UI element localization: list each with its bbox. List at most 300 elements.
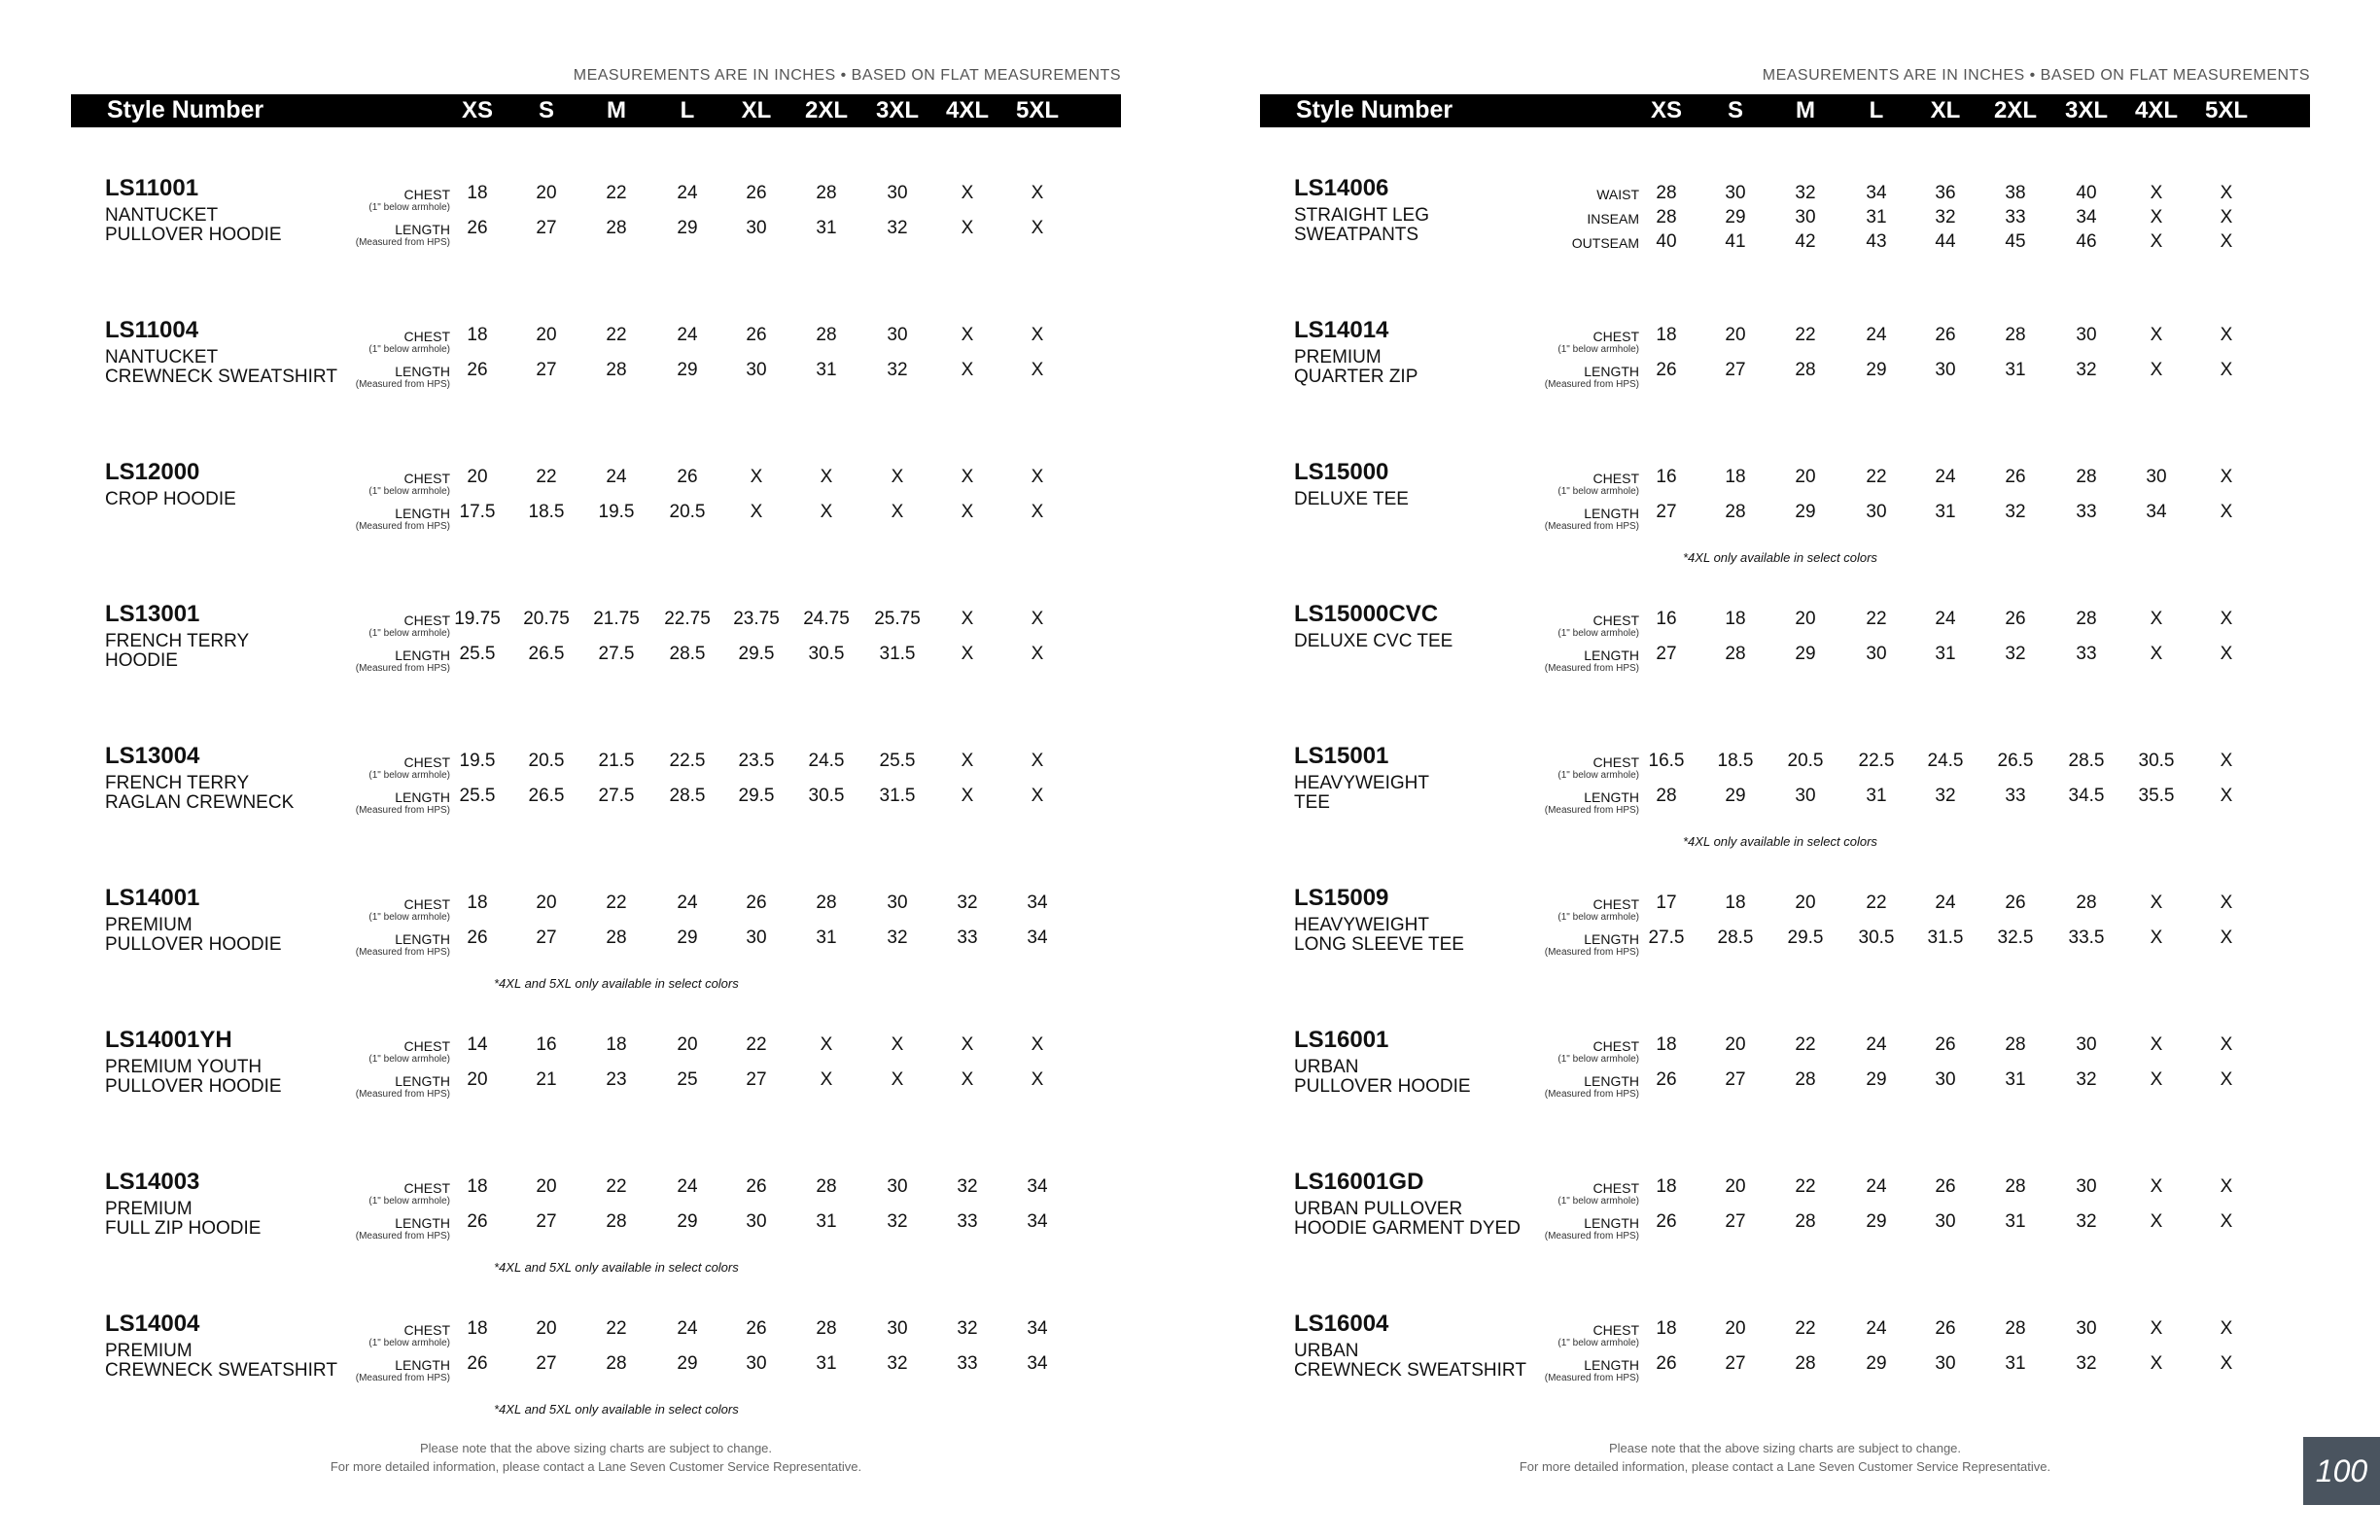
availability-note: *4XL and 5XL only available in select colors — [494, 1402, 739, 1417]
measurement-note: (1" below armhole) — [368, 1338, 450, 1348]
size-value-s: 20 — [536, 892, 557, 913]
size-value-xl: 30 — [1935, 1069, 1956, 1090]
size-value-m: 21.5 — [598, 751, 635, 771]
measurement-note: (Measured from HPS) — [1544, 947, 1639, 958]
size-value-4xl: X — [961, 1069, 974, 1090]
size-value-xl: 26 — [1935, 325, 1956, 345]
size-value-3xl: 34.5 — [2068, 786, 2105, 806]
measurement-note: (Measured from HPS) — [1544, 663, 1639, 674]
size-value-3xl: 32 — [887, 928, 908, 948]
size-value-xl: 31 — [1935, 502, 1956, 522]
size-value-xl: 30 — [1935, 1211, 1956, 1232]
size-value-4xl: X — [961, 218, 974, 238]
size-value-3xl: X — [891, 467, 904, 487]
measurement-row — [71, 502, 1121, 532]
size-value-xs: 28 — [1656, 207, 1677, 228]
size-value-3xl: 32 — [887, 1353, 908, 1374]
size-value-m: 28 — [1795, 1353, 1816, 1374]
size-value-l: 24 — [1866, 325, 1887, 345]
size-value-l: 26 — [677, 467, 698, 487]
measurement-row — [1260, 751, 2310, 781]
size-value-m: 22 — [1795, 1034, 1816, 1055]
size-value-4xl: X — [2150, 1318, 2163, 1339]
size-value-2xl: 31 — [2005, 1211, 2026, 1232]
style-number: LS14001 — [105, 885, 200, 911]
size-value-3xl: 25.5 — [879, 751, 916, 771]
size-value-xs: 26 — [467, 1353, 488, 1374]
measurement-note: (1" below armhole) — [1558, 486, 1639, 497]
size-value-5xl: X — [2220, 1211, 2233, 1232]
style-number: LS14006 — [1294, 175, 1389, 201]
size-value-s: 29 — [1725, 786, 1746, 806]
size-value-s: 28 — [1725, 502, 1746, 522]
size-value-s: 20 — [536, 183, 557, 203]
size-value-5xl: X — [2220, 467, 2233, 487]
style-number: LS15001 — [1294, 743, 1389, 769]
size-value-3xl: 34 — [2076, 207, 2097, 228]
size-value-xs: 26 — [467, 360, 488, 380]
size-value-s: 18 — [1725, 467, 1746, 487]
size-value-xs: 26 — [1656, 1211, 1677, 1232]
size-value-xl: 26 — [746, 892, 767, 913]
size-value-m: 22 — [1795, 325, 1816, 345]
size-value-s: 21 — [536, 1069, 557, 1090]
size-value-xl: 26 — [1935, 1034, 1956, 1055]
size-value-2xl: 28 — [816, 183, 837, 203]
product-name-line: HOODIE GARMENT DYED — [1294, 1218, 1521, 1239]
size-value-xl: 22 — [746, 1034, 767, 1055]
size-value-s: 20 — [1725, 1034, 1746, 1055]
size-value-5xl: X — [2220, 207, 2233, 228]
product-block — [71, 317, 1121, 434]
size-value-xl: X — [750, 502, 763, 522]
measurement-label: CHEST — [403, 329, 450, 344]
size-chart-left — [71, 0, 1121, 1540]
size-value-5xl: X — [2220, 183, 2233, 203]
size-value-3xl: 30 — [887, 325, 908, 345]
size-value-m: 20 — [1795, 467, 1816, 487]
size-value-2xl: 28 — [2005, 1176, 2026, 1197]
measurement-note: (1" below armhole) — [1558, 1196, 1639, 1207]
measurement-row — [1260, 892, 2310, 923]
size-value-xs: 20 — [467, 1069, 488, 1090]
size-value-5xl: 34 — [1027, 1211, 1048, 1232]
size-value-3xl: 33.5 — [2068, 928, 2105, 948]
size-value-2xl: 28 — [2005, 325, 2026, 345]
size-value-4xl: 33 — [957, 928, 978, 948]
measurement-row — [71, 467, 1121, 497]
size-value-s: 29 — [1725, 207, 1746, 228]
size-value-m: 28 — [1795, 360, 1816, 380]
size-header-3xl: 3XL — [875, 97, 919, 123]
size-header-3xl: 3XL — [2064, 97, 2108, 123]
size-value-4xl: X — [2150, 1353, 2163, 1374]
size-value-4xl: X — [2150, 892, 2163, 913]
size-value-3xl: 30 — [2076, 325, 2097, 345]
product-name-line: CROP HOODIE — [105, 489, 236, 509]
style-number: LS11001 — [105, 175, 199, 201]
style-number: LS15000CVC — [1294, 601, 1439, 627]
measurement-label: CHEST — [1592, 896, 1639, 912]
style-number: LS15000 — [1294, 459, 1389, 485]
size-value-5xl: 34 — [1027, 892, 1048, 913]
size-value-m: 20.5 — [1787, 751, 1824, 771]
size-value-3xl: 30 — [887, 1318, 908, 1339]
measurement-label: CHEST — [403, 896, 450, 912]
measurement-row — [71, 1176, 1121, 1207]
disclaimer-line: For more detailed information, please contact a Lane Seven Customer Service Representative. — [1519, 1459, 2051, 1474]
size-value-5xl: X — [2220, 360, 2233, 380]
measurement-row — [1260, 928, 2310, 958]
size-value-2xl: 26.5 — [1997, 751, 2034, 771]
size-value-m: 30 — [1795, 786, 1816, 806]
measurement-note: (1" below armhole) — [1558, 1338, 1639, 1348]
size-value-2xl: 31 — [816, 1353, 837, 1374]
measurement-label: LENGTH — [1584, 789, 1639, 805]
size-header-s: S — [538, 97, 554, 123]
size-value-m: 29 — [1795, 644, 1816, 664]
product-name-line: URBAN PULLOVER — [1294, 1199, 1463, 1219]
product-name-line: PREMIUM — [105, 1199, 192, 1219]
size-value-5xl: X — [2220, 1353, 2233, 1374]
size-header-l: L — [680, 97, 695, 123]
measurement-row — [1260, 231, 2310, 255]
size-value-l: 22 — [1866, 467, 1887, 487]
size-value-xl: 26 — [1935, 1318, 1956, 1339]
size-value-l: 20 — [677, 1034, 698, 1055]
size-value-5xl: X — [1031, 218, 1044, 238]
measurement-label: CHEST — [1592, 471, 1639, 486]
measurement-row — [71, 928, 1121, 958]
product-block — [71, 885, 1121, 1001]
size-value-5xl: X — [2220, 1318, 2233, 1339]
measurement-label: LENGTH — [1584, 1215, 1639, 1231]
size-value-xs: 18 — [1656, 1318, 1677, 1339]
size-value-4xl: X — [961, 751, 974, 771]
size-header-xl: XL — [741, 97, 772, 123]
size-value-xs: 27 — [1656, 644, 1677, 664]
measurement-note: (1" below armhole) — [1558, 912, 1639, 923]
size-value-5xl: X — [1031, 325, 1044, 345]
size-value-s: 20 — [1725, 325, 1746, 345]
size-value-2xl: 28 — [816, 1176, 837, 1197]
size-value-xl: 26 — [746, 183, 767, 203]
size-value-xs: 18 — [467, 325, 488, 345]
size-value-5xl: X — [1031, 1069, 1044, 1090]
size-value-m: 20 — [1795, 609, 1816, 629]
size-value-5xl: X — [2220, 786, 2233, 806]
size-value-4xl: X — [2150, 609, 2163, 629]
size-value-xs: 20 — [467, 467, 488, 487]
measurement-note: (Measured from HPS) — [355, 1231, 450, 1242]
measurement-label: CHEST — [1592, 1038, 1639, 1054]
size-value-5xl: X — [2220, 892, 2233, 913]
size-value-2xl: X — [820, 467, 833, 487]
size-header-2xl: 2XL — [804, 97, 848, 123]
size-value-s: 20.75 — [523, 609, 570, 629]
size-value-xl: 26 — [746, 1318, 767, 1339]
size-value-3xl: 28 — [2076, 467, 2097, 487]
size-value-3xl: 30 — [887, 183, 908, 203]
size-value-3xl: 30 — [2076, 1318, 2097, 1339]
size-value-xs: 19.5 — [459, 751, 496, 771]
product-name-line: PULLOVER HOODIE — [1294, 1076, 1471, 1097]
size-value-s: 26.5 — [528, 644, 565, 664]
size-value-3xl: 33 — [2076, 502, 2097, 522]
product-name-line: CREWNECK SWEATSHIRT — [105, 1360, 337, 1381]
size-value-l: 30 — [1866, 644, 1887, 664]
size-value-3xl: 30 — [2076, 1034, 2097, 1055]
size-value-s: 27 — [1725, 1069, 1746, 1090]
product-name-line: PULLOVER HOODIE — [105, 934, 282, 955]
table-header — [71, 94, 1121, 127]
size-value-3xl: 30 — [887, 892, 908, 913]
size-value-xl: 29.5 — [738, 786, 775, 806]
measurement-note: (1" below armhole) — [368, 202, 450, 213]
size-value-s: 20.5 — [528, 751, 565, 771]
measurement-label: OUTSEAM — [1571, 235, 1639, 251]
size-value-xl: 26 — [746, 1176, 767, 1197]
size-value-xs: 19.75 — [454, 609, 501, 629]
size-value-s: 18.5 — [1717, 751, 1754, 771]
size-value-s: 20 — [536, 1318, 557, 1339]
size-value-s: 22 — [536, 467, 557, 487]
size-value-l: 31 — [1866, 207, 1887, 228]
size-value-m: 18 — [606, 1034, 627, 1055]
size-value-l: 24 — [677, 892, 698, 913]
availability-note: *4XL only available in select colors — [1683, 550, 1877, 565]
size-value-4xl: X — [2150, 1069, 2163, 1090]
size-value-l: 24 — [677, 183, 698, 203]
measurement-label: LENGTH — [1584, 648, 1639, 663]
size-value-m: 29.5 — [1787, 928, 1824, 948]
size-value-l: 30.5 — [1858, 928, 1895, 948]
size-value-3xl: X — [891, 502, 904, 522]
size-value-4xl: X — [2150, 644, 2163, 664]
size-value-l: 22.75 — [664, 609, 711, 629]
size-value-2xl: 31 — [816, 360, 837, 380]
size-value-2xl: 26 — [2005, 609, 2026, 629]
size-header-xs: XS — [461, 97, 493, 123]
measurement-row — [1260, 609, 2310, 639]
measurement-note: (Measured from HPS) — [1544, 1089, 1639, 1100]
size-value-xs: 26 — [467, 928, 488, 948]
size-value-2xl: 28 — [2005, 1034, 2026, 1055]
measurement-row — [1260, 1034, 2310, 1065]
product-block — [1260, 1169, 2310, 1285]
size-value-3xl: 40 — [2076, 183, 2097, 203]
product-name-line: DELUXE CVC TEE — [1294, 631, 1453, 651]
size-value-xs: 18 — [1656, 1176, 1677, 1197]
measurement-label: LENGTH — [395, 648, 450, 663]
table-header — [1260, 94, 2310, 127]
size-value-xl: 24 — [1935, 467, 1956, 487]
size-value-2xl: 28 — [816, 1318, 837, 1339]
size-header-xl: XL — [1930, 97, 1961, 123]
measurement-note: (1" below armhole) — [368, 1196, 450, 1207]
size-value-xs: 16.5 — [1648, 751, 1685, 771]
measurement-row — [71, 751, 1121, 781]
product-block — [71, 743, 1121, 859]
size-value-2xl: 28 — [816, 892, 837, 913]
size-value-xl: 27 — [746, 1069, 767, 1090]
size-value-m: 30 — [1795, 207, 1816, 228]
product-name-line: URBAN — [1294, 1057, 1359, 1077]
size-value-l: 28.5 — [669, 644, 706, 664]
size-value-xs: 16 — [1656, 467, 1677, 487]
measurement-row — [1260, 325, 2310, 355]
size-value-s: 27 — [536, 928, 557, 948]
measurement-row — [1260, 644, 2310, 674]
product-name-line: DELUXE TEE — [1294, 489, 1409, 509]
size-value-xl: 30 — [1935, 1353, 1956, 1374]
measurement-row — [71, 892, 1121, 923]
size-value-xs: 40 — [1656, 231, 1677, 252]
size-value-4xl: X — [2150, 1176, 2163, 1197]
style-number: LS15009 — [1294, 885, 1389, 911]
size-value-s: 28.5 — [1717, 928, 1754, 948]
size-value-m: 28 — [606, 1353, 627, 1374]
measurement-row — [71, 786, 1121, 816]
style-number: LS11004 — [105, 317, 199, 343]
size-header-2xl: 2XL — [1993, 97, 2037, 123]
size-value-xs: 28 — [1656, 183, 1677, 203]
size-value-xs: 18 — [1656, 325, 1677, 345]
size-value-2xl: 28 — [2005, 1318, 2026, 1339]
measurement-label: CHEST — [1592, 1180, 1639, 1196]
size-value-m: 22 — [1795, 1318, 1816, 1339]
size-value-l: 29 — [1866, 1069, 1887, 1090]
size-header-4xl: 4XL — [2134, 97, 2178, 123]
size-value-4xl: X — [961, 609, 974, 629]
product-block — [1260, 885, 2310, 1001]
measurement-note: (Measured from HPS) — [1544, 1231, 1639, 1242]
size-value-l: 22 — [1866, 609, 1887, 629]
size-value-2xl: 30.5 — [808, 644, 845, 664]
size-value-xl: 23.5 — [738, 751, 775, 771]
measurement-row — [1260, 1176, 2310, 1207]
size-value-l: 34 — [1866, 183, 1887, 203]
product-name-line: HOODIE — [105, 650, 178, 671]
style-number-header: Style Number — [107, 96, 264, 123]
size-value-m: 23 — [606, 1069, 627, 1090]
size-value-3xl: 28.5 — [2068, 751, 2105, 771]
size-value-5xl: X — [1031, 609, 1044, 629]
style-number: LS16001 — [1294, 1027, 1389, 1053]
size-value-xl: 26 — [746, 325, 767, 345]
size-value-s: 30 — [1725, 183, 1746, 203]
measurement-note: (1" below armhole) — [1558, 344, 1639, 355]
size-value-s: 27 — [536, 1211, 557, 1232]
measurement-label: CHEST — [403, 754, 450, 770]
size-value-2xl: 31 — [816, 1211, 837, 1232]
measurement-row — [1260, 467, 2310, 497]
size-value-5xl: X — [2220, 609, 2233, 629]
size-value-4xl: 32 — [957, 892, 978, 913]
size-value-4xl: 30.5 — [2138, 751, 2175, 771]
measurement-row — [71, 1211, 1121, 1242]
product-name-line: CREWNECK SWEATSHIRT — [105, 367, 337, 387]
size-value-4xl: X — [961, 183, 974, 203]
product-name-line: PULLOVER HOODIE — [105, 1076, 282, 1097]
product-block — [1260, 1027, 2310, 1143]
product-name-line: CREWNECK SWEATSHIRT — [1294, 1360, 1526, 1381]
measurement-label: CHEST — [1592, 612, 1639, 628]
disclaimer-line: Please note that the above sizing charts are subject to change. — [419, 1441, 773, 1455]
size-value-5xl: X — [2220, 502, 2233, 522]
size-value-xs: 14 — [467, 1034, 488, 1055]
measurement-label: WAIST — [1596, 187, 1639, 202]
measurement-note: (Measured from HPS) — [355, 521, 450, 532]
size-value-5xl: X — [2220, 644, 2233, 664]
measurement-row — [1260, 360, 2310, 390]
size-value-s: 41 — [1725, 231, 1746, 252]
size-value-m: 22 — [1795, 1176, 1816, 1197]
size-value-3xl: 32 — [2076, 1353, 2097, 1374]
product-name-line: LONG SLEEVE TEE — [1294, 934, 1464, 955]
size-value-s: 20 — [1725, 1176, 1746, 1197]
size-value-xs: 18 — [467, 892, 488, 913]
measurement-label: LENGTH — [395, 1073, 450, 1089]
disclaimer-line: For more detailed information, please contact a Lane Seven Customer Service Representative. — [330, 1459, 862, 1474]
size-value-l: 43 — [1866, 231, 1887, 252]
size-value-m: 20 — [1795, 892, 1816, 913]
size-header-l: L — [1869, 97, 1884, 123]
product-block — [71, 175, 1121, 292]
product-name-line: NANTUCKET — [105, 347, 219, 368]
size-value-xl: 36 — [1935, 183, 1956, 203]
size-value-xl: 30 — [746, 218, 767, 238]
size-value-s: 27 — [1725, 1211, 1746, 1232]
size-value-m: 24 — [606, 467, 627, 487]
size-value-l: 25 — [677, 1069, 698, 1090]
size-value-2xl: 26 — [2005, 467, 2026, 487]
product-name-line: FULL ZIP HOODIE — [105, 1218, 262, 1239]
measurement-label: LENGTH — [395, 364, 450, 379]
size-value-s: 16 — [536, 1034, 557, 1055]
size-value-3xl: X — [891, 1034, 904, 1055]
product-block — [1260, 1311, 2310, 1427]
measurement-row — [1260, 207, 2310, 230]
size-value-m: 42 — [1795, 231, 1816, 252]
size-value-m: 28 — [606, 218, 627, 238]
size-header-xs: XS — [1650, 97, 1682, 123]
measurement-note: (1" below armhole) — [368, 344, 450, 355]
size-value-l: 29 — [1866, 1353, 1887, 1374]
product-block — [1260, 459, 2310, 576]
size-value-3xl: 28 — [2076, 892, 2097, 913]
size-value-xs: 28 — [1656, 786, 1677, 806]
size-value-l: 29 — [1866, 360, 1887, 380]
measurement-note: (Measured from HPS) — [1544, 805, 1639, 816]
size-value-m: 32 — [1795, 183, 1816, 203]
measurement-note: (1" below armhole) — [368, 628, 450, 639]
measurement-row — [71, 325, 1121, 355]
size-chart-right — [1260, 0, 2310, 1540]
product-block — [71, 459, 1121, 576]
style-number: LS14003 — [105, 1169, 200, 1195]
size-value-xl: 24 — [1935, 609, 1956, 629]
size-value-l: 29 — [677, 928, 698, 948]
size-header-4xl: 4XL — [945, 97, 989, 123]
size-value-xl: 29.5 — [738, 644, 775, 664]
size-value-2xl: 38 — [2005, 183, 2026, 203]
measurement-note: (1" below armhole) — [1558, 628, 1639, 639]
size-value-2xl: 31 — [2005, 1069, 2026, 1090]
size-value-l: 24 — [677, 1176, 698, 1197]
product-block — [71, 1169, 1121, 1285]
size-value-l: 24 — [677, 1318, 698, 1339]
